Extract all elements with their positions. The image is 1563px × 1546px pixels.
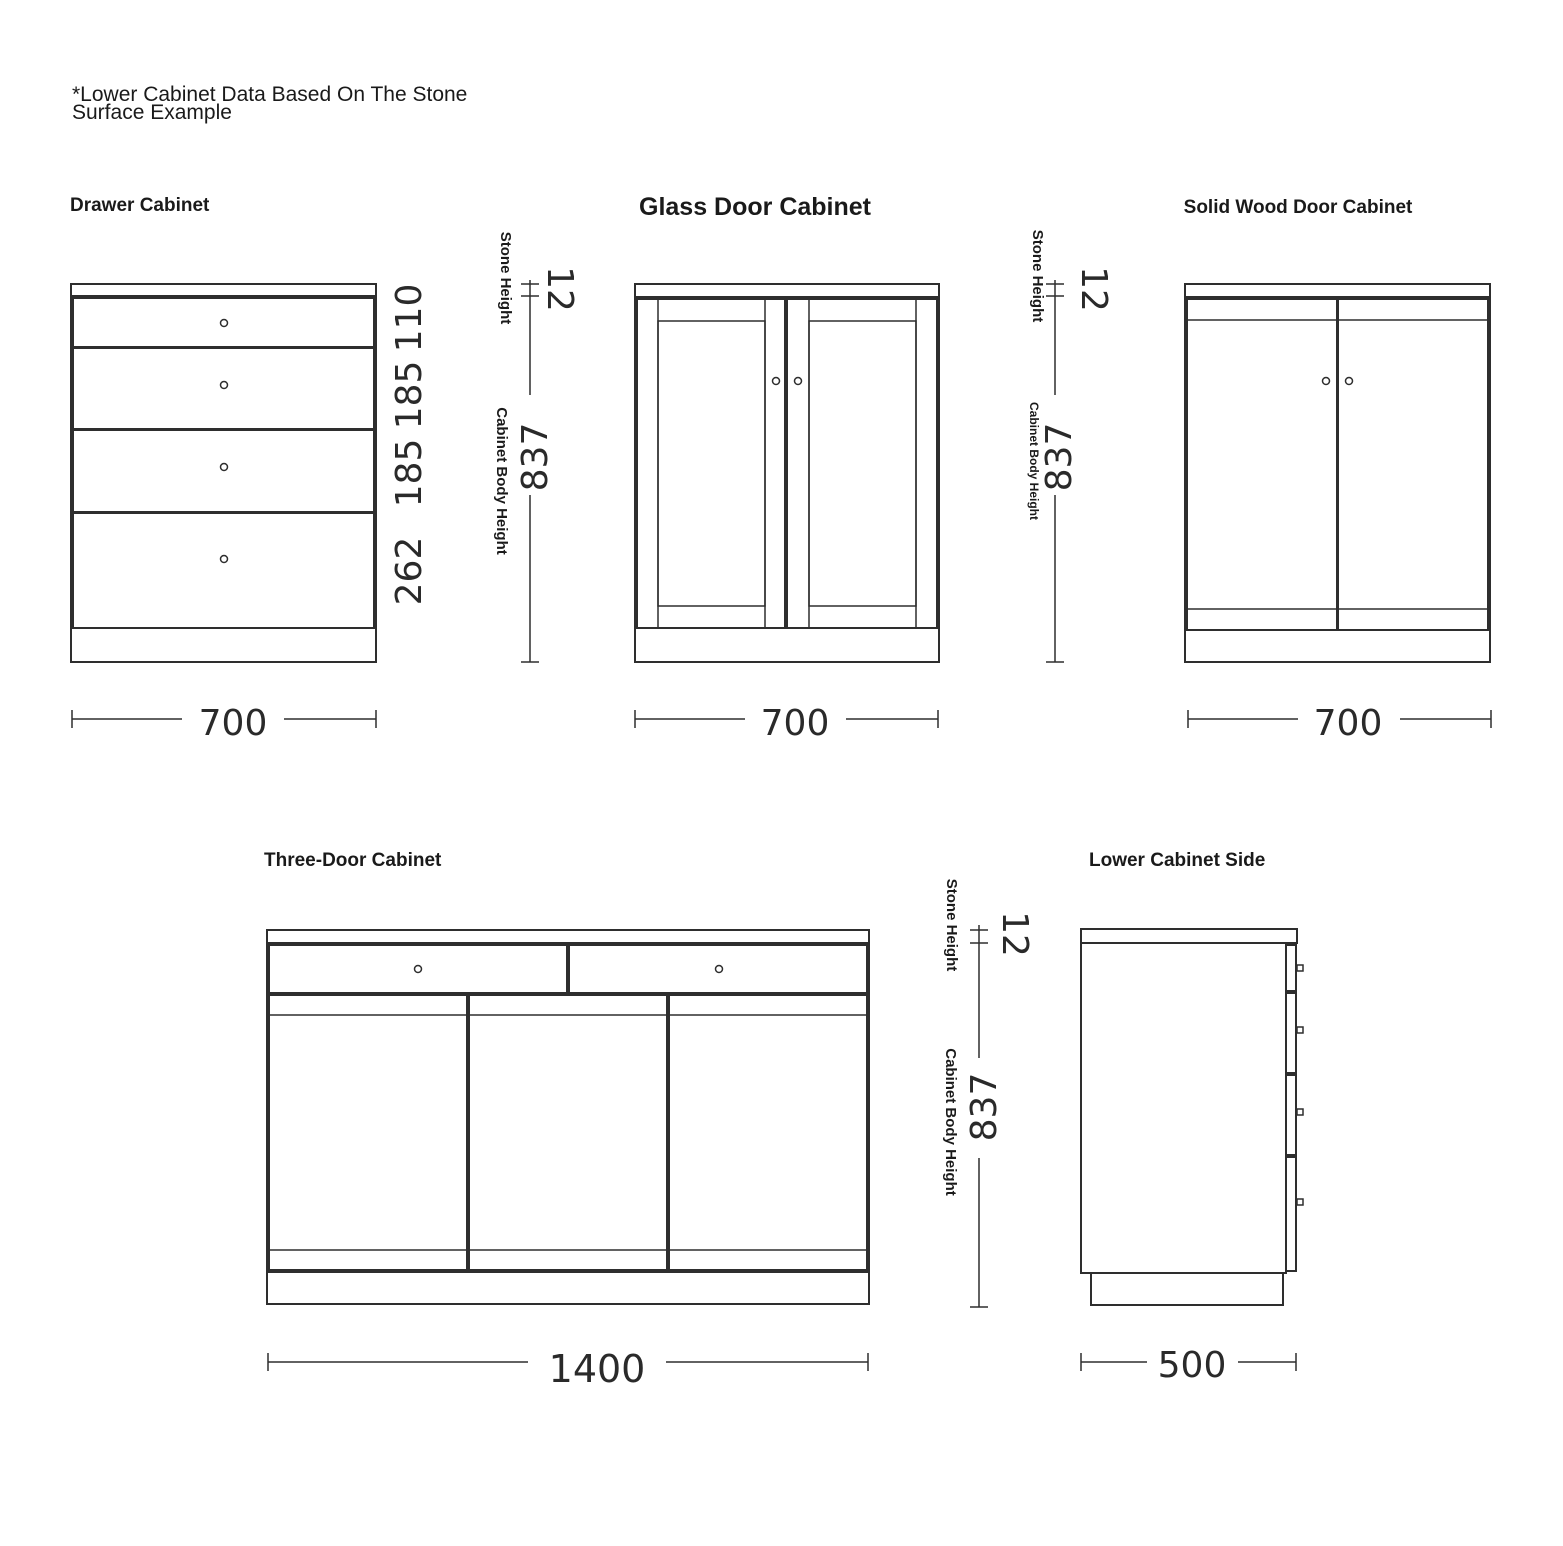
drawer-knob [415,966,422,973]
stone-height-value-3: 12 [994,911,1035,957]
note-line-2: Surface Example [72,101,232,124]
three-door-width: 1400 [548,1347,646,1391]
solid-cabinet-width: 700 [1313,703,1383,744]
note-line-1: *Lower Cabinet Data Based On The Stone [72,83,468,106]
body-height-value-3: 837 [964,1072,1005,1142]
side-depth: 500 [1157,1345,1227,1386]
side-drawer-front [1286,1157,1296,1271]
drawer-knob [716,966,723,973]
drawer-cabinet-width: 700 [198,703,268,744]
solid-wood-cabinet-drawing [1185,284,1490,662]
stone-height-label-3: Stone Height [943,878,960,972]
drawer-knob [221,382,228,389]
body-height-value-2: 837 [1039,422,1080,492]
glass-right-panel [809,321,916,606]
door-knob [1323,378,1330,385]
glass-left-panel [658,321,765,606]
drawer-knob [221,556,228,563]
side-stone-top [1081,929,1297,943]
drawer-cabinet-outline [71,284,376,662]
drawer-3-height: 185 [389,438,430,508]
door-middle [469,995,667,1270]
door-left [269,995,467,1270]
side-view-drawing [1081,929,1303,1305]
solid-left-door [1187,299,1337,630]
side-body [1081,943,1286,1273]
body-height-label-3: Cabinet Body Height [942,1048,959,1196]
drawer-knob [221,464,228,471]
stone-height-value-1: 12 [539,266,580,312]
side-drawer-front [1286,1075,1296,1155]
side-handle [1297,1027,1303,1033]
door-knob [773,378,780,385]
stone-height-label-1: Stone Height [497,231,514,325]
drawer-4-height: 262 [389,536,430,606]
stone-height-value-2: 12 [1073,266,1114,312]
drawer-knob [221,320,228,327]
drawer-1-height: 110 [389,283,430,353]
side-handle [1297,1109,1303,1115]
door-knob [1346,378,1353,385]
side-handle [1297,965,1303,971]
drawer-4 [73,513,374,628]
body-height-label-1: Cabinet Body Height [493,407,510,555]
glass-door-cabinet-title: Glass Door Cabinet [639,193,871,221]
stone-height-label-2: Stone Height [1029,229,1046,323]
body-height-label-2: Cabinet Body Height [1027,401,1041,521]
solid-wood-cabinet-title: Solid Wood Door Cabinet [1183,197,1413,218]
body-height-value-1: 837 [515,422,556,492]
glass-door-cabinet-drawing [635,284,939,662]
side-view-title: Lower Cabinet Side [1089,850,1266,871]
glass-cabinet-width: 700 [760,703,830,744]
door-right [669,995,867,1270]
drawer-2-height: 185 [389,360,430,430]
side-plinth [1091,1273,1283,1305]
door-knob [795,378,802,385]
drawer-cabinet-title: Drawer Cabinet [70,195,210,216]
solid-right-door [1338,299,1488,630]
three-door-cabinet-drawing [267,930,869,1304]
glass-left-door [637,299,785,628]
side-drawer-front [1286,993,1296,1073]
drawer-cabinet-drawing [71,284,376,662]
three-door-cabinet-title: Three-Door Cabinet [264,850,442,871]
side-drawer-front [1286,945,1296,991]
side-handle [1297,1199,1303,1205]
